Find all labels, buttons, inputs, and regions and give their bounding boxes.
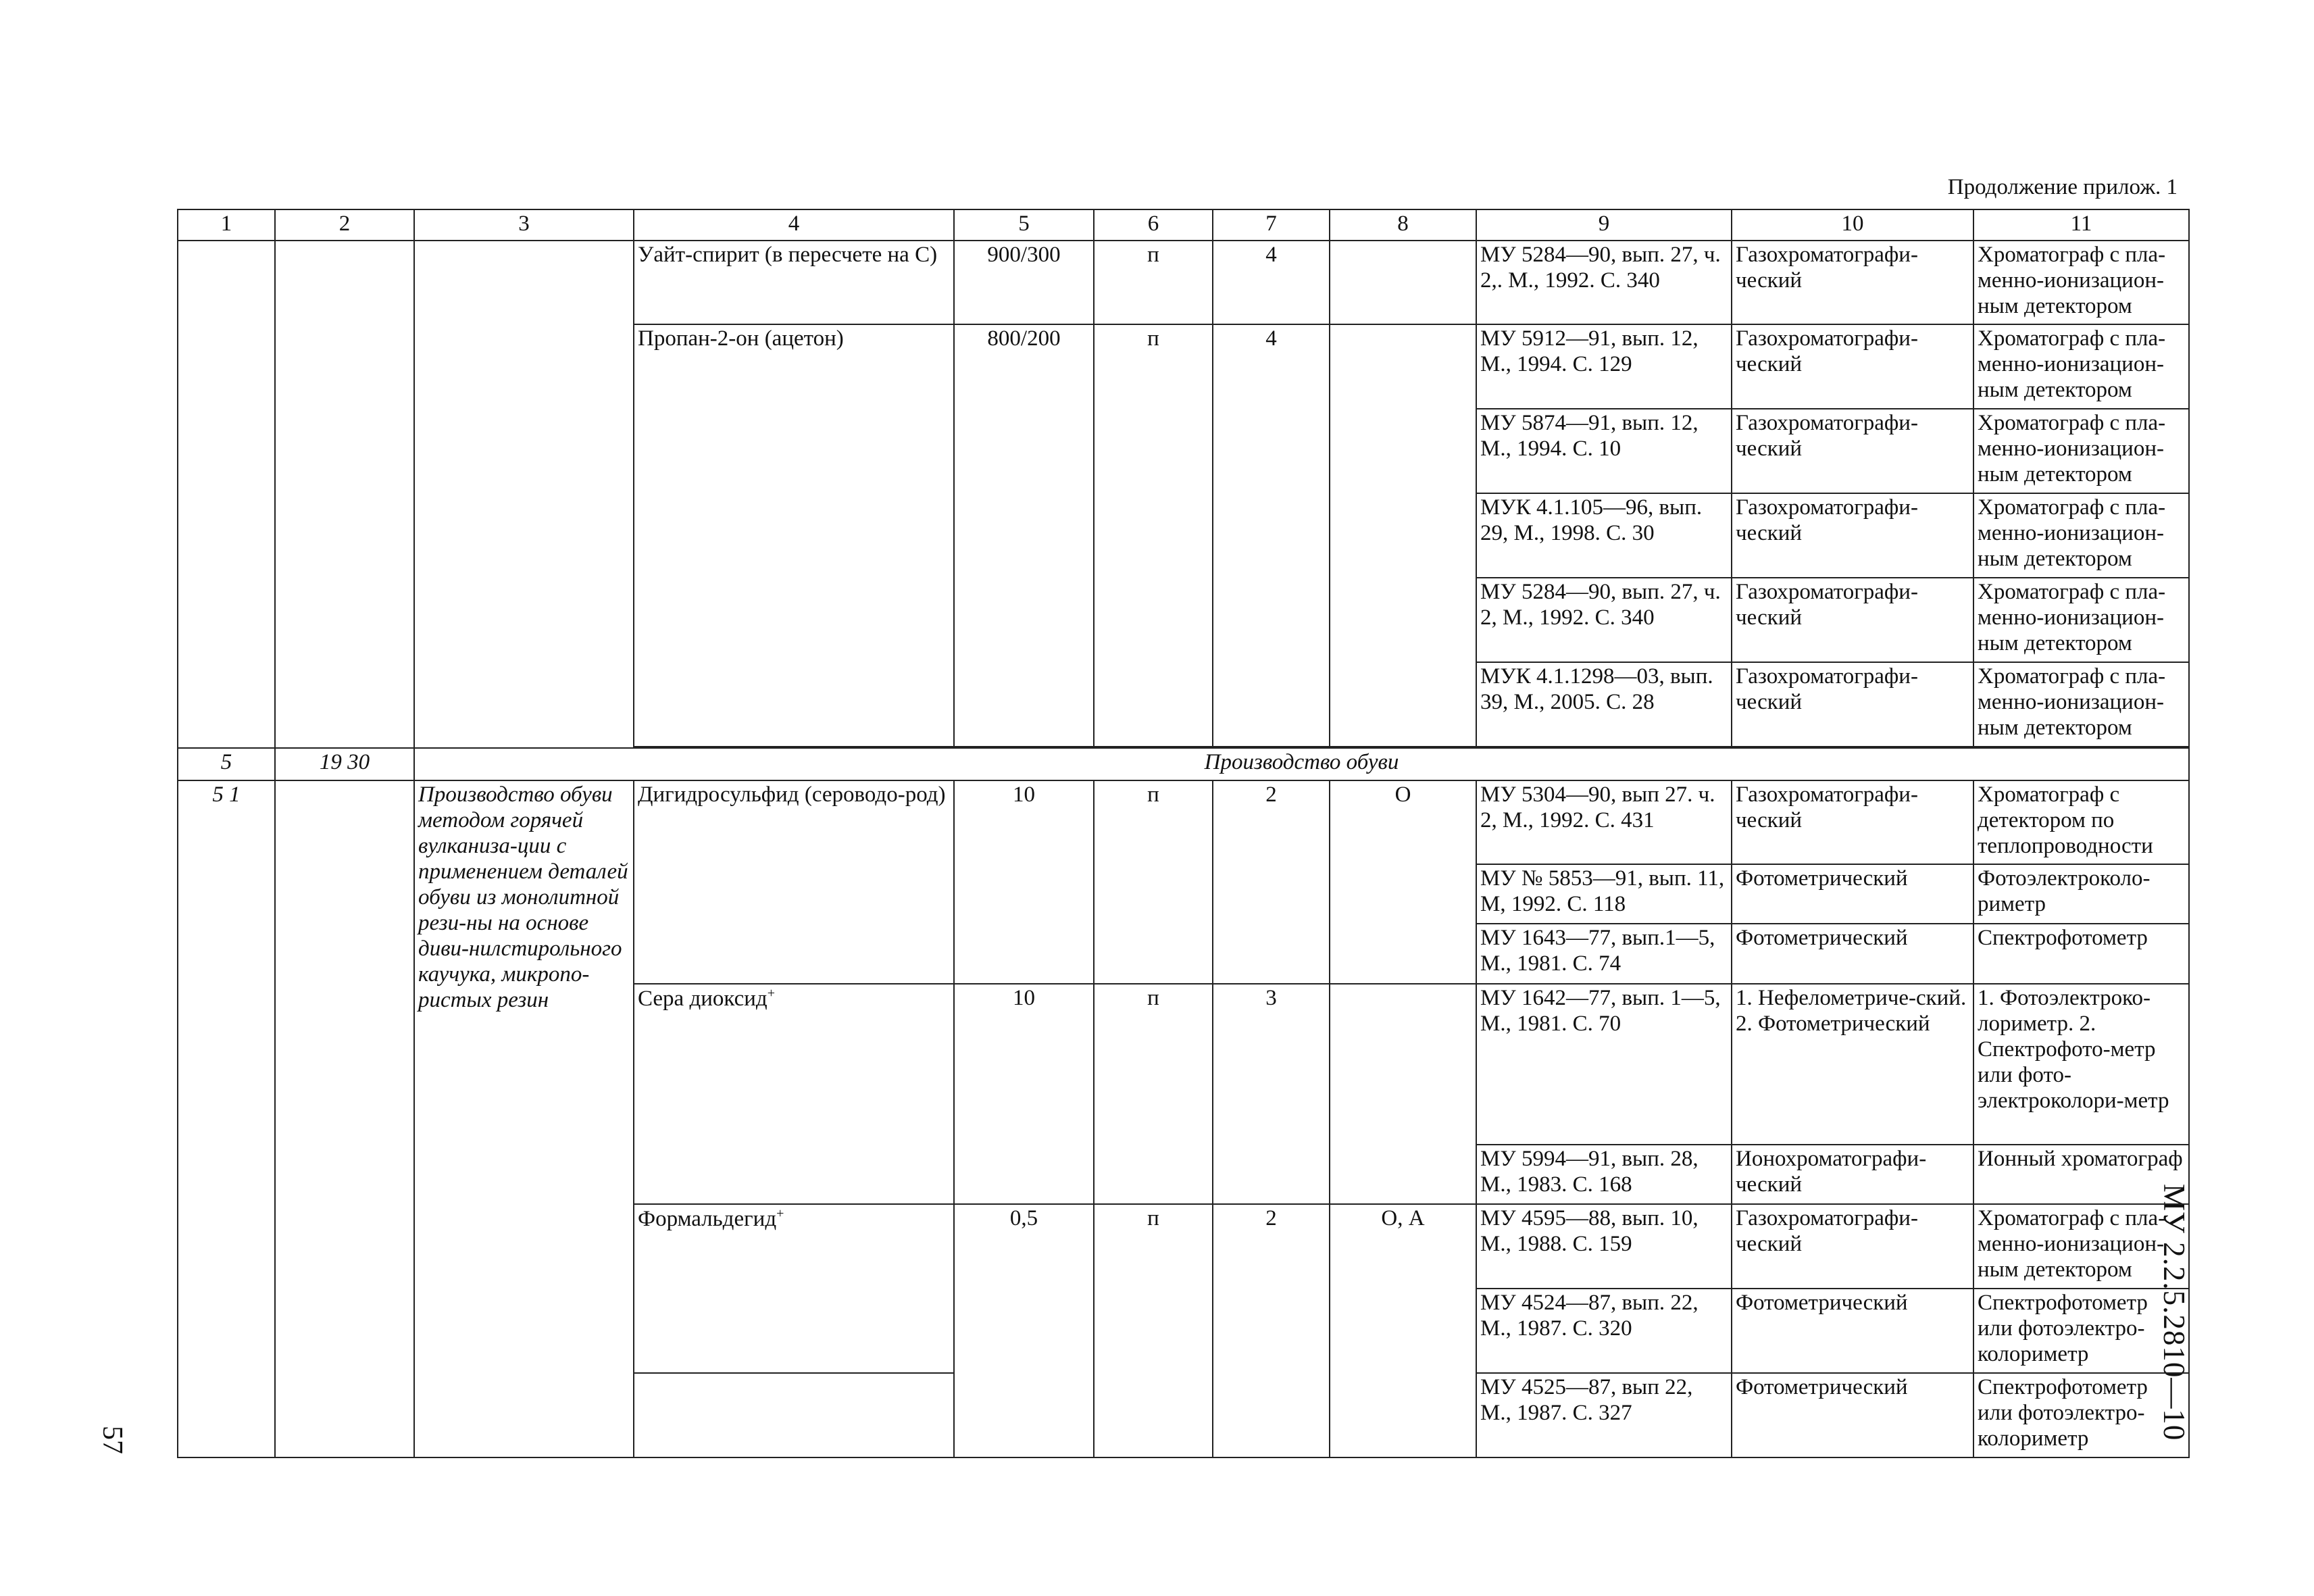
continuation-note: Продолжение прилож. 1 [1947, 175, 2178, 199]
class-cell: 3 [1213, 984, 1330, 1204]
instrument-cell: 1. Фотоэлектроко-лориметр. 2. Спектрофото-метр или фото-электроколори-метр [1973, 984, 2189, 1145]
instrument-cell: Спектрофотометр или фотоэлектро-колориметр [1973, 1289, 2189, 1373]
class-cell: 4 [1213, 241, 1330, 324]
feature-cell: О, А [1330, 1204, 1476, 1457]
state-cell: п [1094, 324, 1213, 747]
section-row [178, 748, 2189, 780]
col-header-8: 8 [1330, 209, 1476, 241]
col-header-2: 2 [275, 209, 414, 241]
col-header-6: 6 [1094, 209, 1213, 241]
method-type-cell: Фотометрический [1732, 1373, 1973, 1457]
col-header-9: 9 [1476, 209, 1732, 241]
method-doc-cell: МУ 4525—87, вып 22, М., 1987. С. 327 [1476, 1373, 1732, 1457]
substance-cell: Дигидросульфид (сероводо-род) [634, 780, 954, 984]
method-doc-cell: МУК 4.1.1298—03, вып. 39, М., 2005. С. 28 [1476, 662, 1732, 747]
state-cell: п [1094, 241, 1213, 324]
method-type-cell: Фотометрический [1732, 924, 1973, 984]
method-type-cell: Ионохроматографи-ческий [1732, 1145, 1973, 1204]
col-header-10: 10 [1732, 209, 1973, 241]
instrument-cell: Хроматограф с пла-менно-ионизацион-ным детектором [1973, 662, 2189, 747]
table-row [178, 241, 2189, 324]
substance-cell: Формальдегид+ [634, 1204, 954, 1373]
instrument-cell: Хроматограф с пла-менно-ионизацион-ным детектором [1973, 578, 2189, 662]
instrument-cell: Хроматограф с пла-менно-ионизацион-ным детектором [1973, 493, 2189, 578]
data-table [177, 209, 2190, 1458]
method-doc-cell: МУ № 5853—91, вып. 11, М, 1992. С. 118 [1476, 864, 1732, 924]
section-code: 19 30 [275, 748, 414, 780]
instrument-cell: Спектрофотометр или фотоэлектро-колориметр [1973, 1373, 2189, 1457]
method-doc-cell: МУ 5912—91, вып. 12, М., 1994. С. 129 [1476, 324, 1732, 409]
col-header-5: 5 [954, 209, 1094, 241]
method-type-cell: Газохроматографи-ческий [1732, 662, 1973, 747]
method-type-cell: Газохроматографи-ческий [1732, 1204, 1973, 1289]
page-number: 57 [97, 1426, 128, 1454]
feature-cell: О [1330, 780, 1476, 984]
method-type-cell: Газохроматографи-ческий [1732, 324, 1973, 409]
state-cell: п [1094, 1204, 1213, 1457]
col-header-1: 1 [178, 209, 275, 241]
limit-cell: 800/200 [954, 324, 1094, 747]
instrument-cell: Ионный хроматограф [1973, 1145, 2189, 1204]
method-doc-cell: МУ 1643—77, вып.1—5, М., 1981. С. 74 [1476, 924, 1732, 984]
col-header-7: 7 [1213, 209, 1330, 241]
method-doc-cell: МУ 4524—87, вып. 22, М., 1987. С. 320 [1476, 1289, 1732, 1373]
limit-cell: 10 [954, 984, 1094, 1204]
substance-cell: Сера диоксид+ [634, 984, 954, 1204]
method-doc-cell: МУК 4.1.105—96, вып. 29, М., 1998. С. 30 [1476, 493, 1732, 578]
substance-cell: Уайт-спирит (в пересчете на С) [634, 241, 954, 324]
class-cell: 2 [1213, 1204, 1330, 1457]
method-type-cell: Газохроматографи-ческий [1732, 493, 1973, 578]
method-type-cell: Газохроматографи-ческий [1732, 780, 1973, 864]
instrument-cell: Хроматограф с пла-менно-ионизацион-ным детектором [1973, 409, 2189, 493]
class-cell: 2 [1213, 780, 1330, 984]
section-title: Производство обуви [414, 748, 2189, 780]
limit-cell: 0,5 [954, 1204, 1094, 1457]
instrument-cell: Хроматограф с пла-менно-ионизацион-ным детектором [1973, 1204, 2189, 1289]
method-doc-cell: МУ 5284—90, вып. 27, ч. 2, М., 1992. С. 340 [1476, 578, 1732, 662]
method-type-cell: Фотометрический [1732, 1289, 1973, 1373]
state-cell: п [1094, 780, 1213, 984]
state-cell: п [1094, 984, 1213, 1204]
instrument-cell: Спектрофотометр [1973, 924, 2189, 984]
method-doc-cell: МУ 5994—91, вып. 28, М., 1983. С. 168 [1476, 1145, 1732, 1204]
method-doc-cell: МУ 5284—90, вып. 27, ч. 2,. М., 1992. С. 340 [1476, 241, 1732, 324]
instrument-cell: Хроматограф с детектором по теплопроводности [1973, 780, 2189, 864]
method-doc-cell: МУ 5304—90, вып 27. ч. 2, М., 1992. С. 431 [1476, 780, 1732, 864]
method-type-cell: Газохроматографи-ческий [1732, 578, 1973, 662]
instrument-cell: Фотоэлектроколо-риметр [1973, 864, 2189, 924]
method-type-cell: Газохроматографи-ческий [1732, 241, 1973, 324]
document-code: МУ 2.2.5.2810—10 [2157, 1184, 2191, 1441]
col-header-11: 11 [1973, 209, 2189, 241]
limit-cell: 10 [954, 780, 1094, 984]
instrument-cell: Хроматограф с пла-менно-ионизацион-ным детектором [1973, 324, 2189, 409]
method-type-cell: Фотометрический [1732, 864, 1973, 924]
substance-cell: Пропан-2-он (ацетон) [634, 324, 954, 747]
col-header-4: 4 [634, 209, 954, 241]
section-number: 5 [178, 748, 275, 780]
class-cell: 4 [1213, 324, 1330, 747]
method-doc-cell: МУ 4595—88, вып. 10, М., 1988. С. 159 [1476, 1204, 1732, 1289]
process-description: Производство обуви методом горячей вулканиза-ции с применением деталей обуви из монолитной рези-ны на основе диви-нилстирольного каучука, микропо-ристых резин [414, 780, 634, 1457]
subsection-number: 5 1 [178, 780, 275, 1457]
limit-cell: 900/300 [954, 241, 1094, 324]
method-doc-cell: МУ 5874—91, вып. 12, М., 1994. С. 10 [1476, 409, 1732, 493]
method-doc-cell: МУ 1642—77, вып. 1—5, М., 1981. С. 70 [1476, 984, 1732, 1145]
col-header-3: 3 [414, 209, 634, 241]
instrument-cell: Хроматограф с пла-менно-ионизацион-ным детектором [1973, 241, 2189, 324]
method-type-cell: 1. Нефелометриче-ский. 2. Фотометрический [1732, 984, 1973, 1145]
method-type-cell: Газохроматографи-ческий [1732, 409, 1973, 493]
header-row [178, 209, 2189, 241]
table-row [178, 780, 2189, 864]
